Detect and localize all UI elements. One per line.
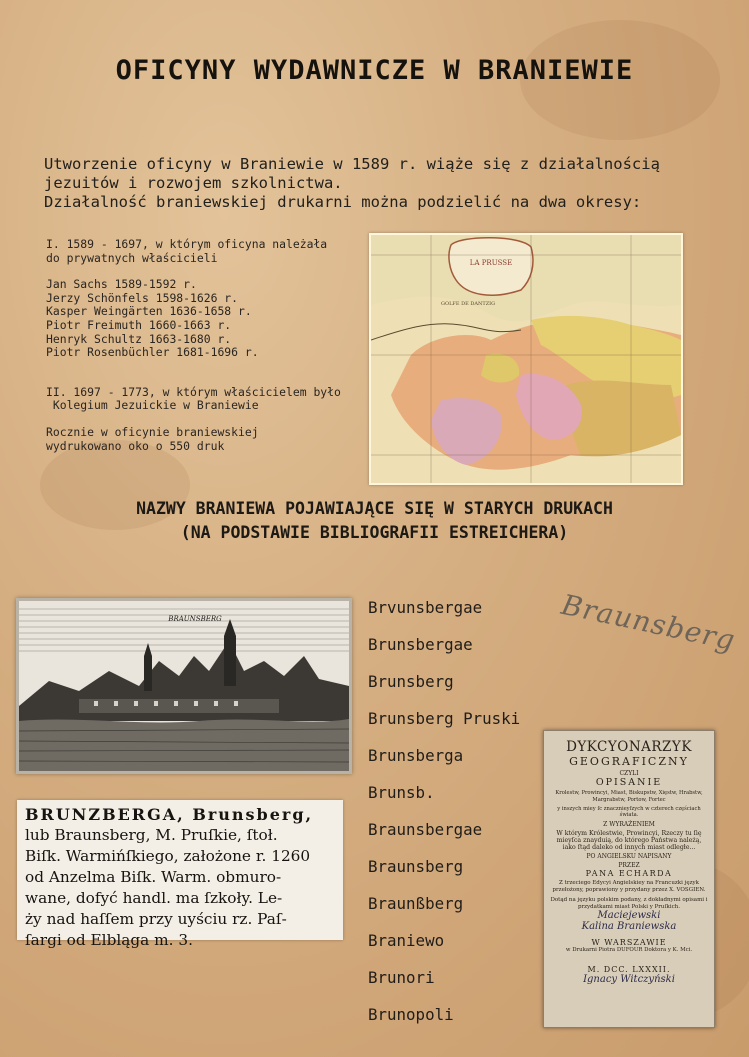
town-name: Brunopoli [368, 1005, 454, 1024]
town-name: Brunsberg Pruski [368, 709, 521, 728]
town-name: Brunsberga [368, 746, 464, 765]
book-opisanie: OPISANIE [595, 777, 663, 788]
book-year: M. DCC. LXXXII. [587, 965, 671, 975]
book-prep: PRZEZ [618, 862, 640, 870]
period-two-line: Kolegium Jezuickie w Braniewie [46, 398, 259, 413]
owner-item: Piotr Freimuth 1660-1663 r. [46, 317, 232, 332]
clipping-line: ſargi od Elbląga m. 3. [25, 931, 193, 949]
town-name: Brunori [368, 968, 435, 987]
page-title: OFICYNY WYDAWNICZE W BRANIEWIE [115, 55, 634, 86]
owner-item: Jan Sachs 1589-1592 r. [46, 277, 197, 292]
book-small: CZYLI [619, 770, 639, 777]
section-title-line: (NA PODSTAWIE BIBLIOGRAFII ESTREICHERA) [180, 523, 569, 542]
town-name: Braunßberg [368, 894, 464, 913]
clipping-headline: BRUNZBERGA, Brunsberg, [25, 805, 314, 824]
owner-item: Piotr Rosenbüchler 1681-1696 r. [46, 345, 259, 360]
book-list: Krolestw, Prowincyi, Miast, Biskupstw, Xięstw, Hrabstw, Margrabstw, Portow, Fortec [555, 790, 703, 803]
book-world: y inszych miey ſc znacznieyſzych w czterech częściach świata. [557, 805, 701, 819]
book-edition: Z trzeciego Edycyi Angielskiey na Francuzki język przełożony, poprawiony y przydany przez X. VOSGIEN. [552, 880, 706, 893]
town-names-list [368, 596, 520, 1040]
book-handwriting: Kalina Braniewska [581, 921, 677, 933]
book-subtitle: GEOGRAFICZNY [569, 755, 689, 768]
intro-line: Utworzenie oficyny w Braniewie w 1589 r. wiąże się z działalnością [44, 155, 660, 173]
clipping-line: od Anzelma Biſk. Warm. obmuro- [25, 868, 282, 886]
map-cartouche: LA PRUSSE [469, 259, 513, 267]
encyclopedia-clipping [17, 800, 343, 949]
book-handwriting: Ignacy Witczyński [583, 974, 675, 986]
town-name: Braunsberg [368, 857, 464, 876]
book-body: W którym Królestwie, Prowincyi, Rzeczy tu ſię mieyſca znayduią, do którego Państwa należą, iako ſtąd daleko od innych miast odległe... [556, 830, 702, 852]
book-translator: PO ANGIELSKU NAPISANY [586, 853, 672, 861]
map-drawing [371, 235, 681, 483]
section-title-line: NAZWY BRANIEWA POJAWIAJĄCE SIĘ W STARYCH DRUKACH [136, 499, 613, 518]
book-title: DYKCYONARZYK [566, 739, 692, 755]
period-one-line: do prywatnych właścicieli [46, 250, 218, 265]
section-title [0, 497, 749, 545]
town-name: Braniewo [368, 931, 445, 950]
town-name: Brvunsbergae [368, 598, 483, 617]
town-name: Brunsbergae [368, 635, 473, 654]
clipping-line: wane, dofyć handl. ma ſzkoły. Le- [25, 889, 283, 907]
engraving-drawing [19, 601, 349, 771]
annual-output-line: wydrukowano oko o 550 druk [46, 438, 225, 453]
book-handwriting: Maciejewski [597, 910, 661, 922]
period-two-line: II. 1697 - 1773, w którym właścicielem było [46, 384, 341, 399]
town-name: Brunsb. [368, 783, 435, 802]
engraving-label: BRAUNSBERG [168, 615, 222, 623]
owner-item: Kasper Weingärten 1636-1658 r. [46, 304, 252, 319]
clipping-line: lub Braunsberg, M. Pruſkie, ſtoł. [25, 826, 278, 844]
town-name: Braunsbergae [368, 820, 483, 839]
town-name: Brunsberg [368, 672, 454, 691]
period-one-line: I. 1589 - 1697, w którym oficyna należała [46, 237, 328, 251]
historical-map [369, 233, 683, 485]
intro-line: jezuitów i rozwojem szkolnictwa. [44, 174, 343, 192]
town-engraving [16, 598, 352, 774]
intro-paragraph [44, 155, 660, 212]
owner-item: Jerzy Schönfels 1598-1626 r. [46, 290, 239, 305]
book-title-page [543, 730, 715, 1028]
clipping-line: ży nad haſſem przy uyściu rz. Paſ- [25, 910, 287, 928]
clipping-line: Biſk. Warmińſkiego, założone r. 1260 [25, 847, 311, 865]
periods-text [46, 238, 341, 453]
book-city: W WARSZAWIE [591, 938, 667, 948]
intro-line: Działalność braniewskiej drukarni można podzielić na dwa okresy: [44, 193, 642, 211]
handwritten-signature: Braunsberg [558, 587, 739, 658]
book-author: PANA ECHARDA [585, 869, 673, 879]
book-note: Dotąd na języku polskim podany, z dokładnymi opisami i przydatkami miast Polski y Pruſkich. [550, 896, 708, 910]
annual-output-line: Rocznie w oficynie braniewskiej [46, 424, 259, 439]
map-sea-label: GOLFE DE DANTZIG [441, 301, 496, 307]
owner-item: Henryk Schultz 1663-1680 r. [46, 331, 232, 346]
book-printer: w Drukarni Piotra DUFOUR Doktora y K. Mci. [565, 947, 693, 954]
book-expr: Z WYRAŻENIEM [603, 821, 655, 829]
